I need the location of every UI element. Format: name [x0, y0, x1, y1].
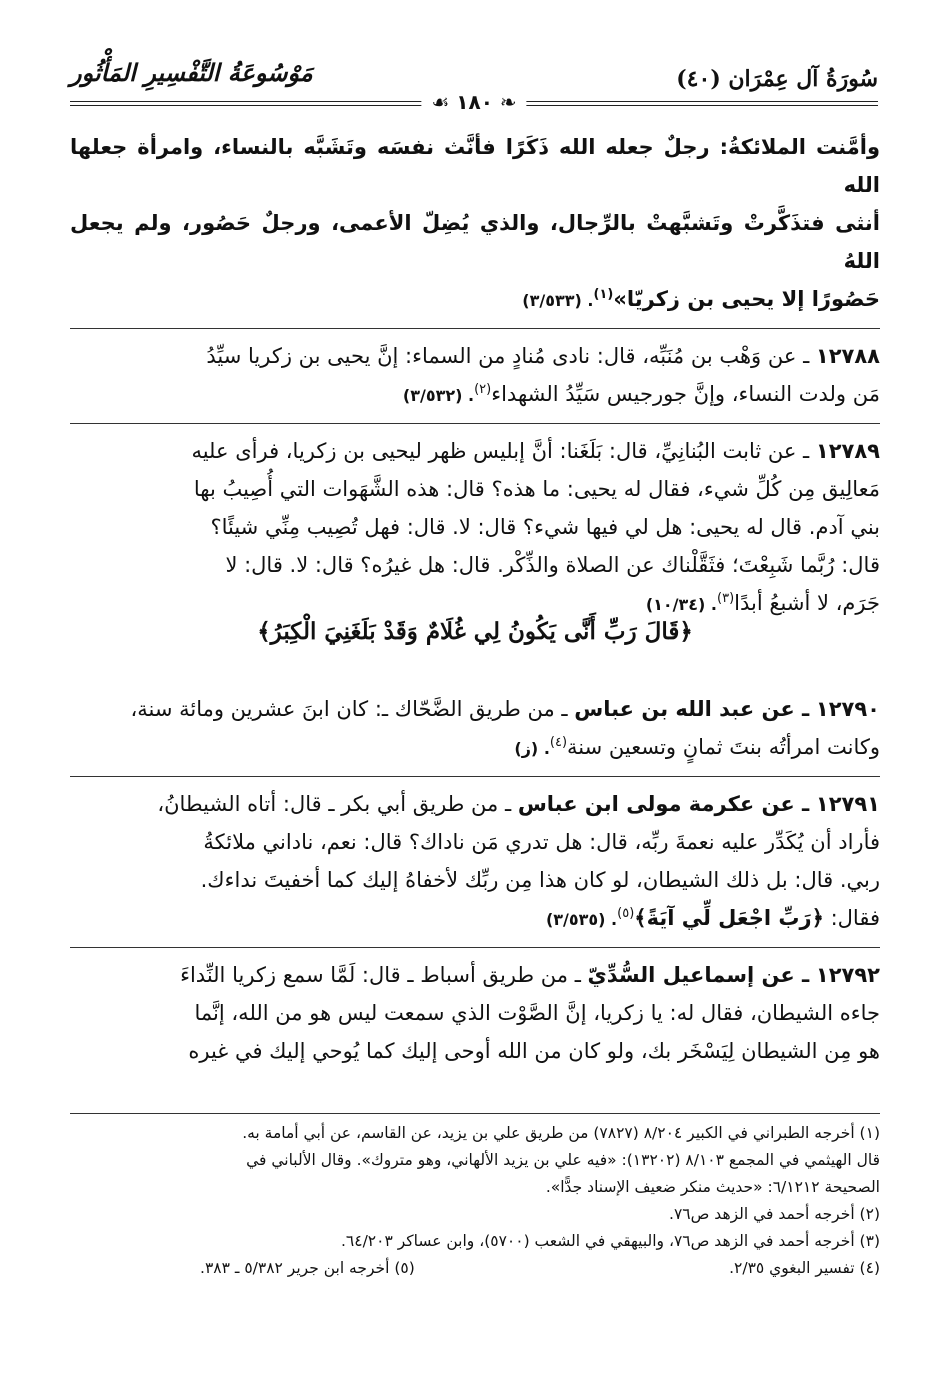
entry-number: ١٢٧٩١: [815, 792, 880, 816]
narrator: ـ عن عبد الله بن عباس: [574, 697, 810, 721]
inline-verse: ﴿رَبِّ اجْعَل لِّي آيَةً﴾: [634, 906, 824, 930]
entry-divider: [70, 328, 880, 329]
entry-12791: ١٢٧٩١ ـ عن عكرمة مولى ابن عباس ـ من طريق أبي بكر ـ قال: أتاه الشيطانُ، فأراد أن يُكَدِّر عليه نعمةَ ربِّه، قال: هل تدري مَن ناداك؟ قال: نعم، ناداني ملائكةُ ربي. قال: بل ذلك الشيطان، لو كان هذا مِن ربِّك لأخفاهُ إليك كما أخفيتَ نداءك. فقال: ﴿رَبِّ اجْعَل لِّي آيَةً﴾$^{(٥)}$. (٣/٥٣٥): [157, 792, 880, 930]
hadith-continuation: وأمَّنت الملائكةُ: رجلٌ جعله الله ذَكَرًا فأنَّث نفسَه وتَشَبَّه بالنساء، وامرأة جعلها الله أنثى فتذَكَّرتْ وتَشبَّهتْ بالرِّجال، والذي يُضِلّ الأعمى، ورجلٌ حَصُور، ولم يجعل اللهُ حَصُورًا إلا يحيى بن زكريّا»$^{(١)}$. (٣/٥٣٣): [70, 135, 880, 311]
footnote-marker: (٢): [474, 382, 492, 397]
footnote-marker: (٥): [617, 906, 635, 921]
volume-reference: . (ز): [514, 739, 550, 758]
main-text-lower: [70, 690, 880, 1076]
footnote-rule: [70, 1113, 880, 1114]
volume-reference: . (٣/٥٣٥): [545, 910, 618, 929]
quran-verse-heading: ﴿قَالَ رَبِّ أَنَّى يَكُونُ لِي غُلَامٌ وَقَدْ بَلَغَنِيَ الْكِبَرُ﴾: [257, 618, 693, 645]
entry-divider: [70, 947, 880, 948]
entry-12790: ١٢٧٩٠ ـ عن عبد الله بن عباس ـ من طريق الضَّحّاك ـ: كان ابنَ عشرين ومائة سنة، وكانت امرأتُه بنتَ ثمانٍ وتسعين سنة$^{(٤)}$. (ز): [130, 697, 880, 759]
page-header: [70, 44, 878, 114]
footnotes: [70, 1120, 880, 1282]
footnote-marker: (١): [593, 287, 614, 302]
surah-title: سُورَةُ آل عِمْرَان (٤٠): [676, 66, 878, 92]
main-text-upper: [70, 128, 880, 630]
entry-divider: [70, 776, 880, 777]
volume-reference: . (١٠/٣٤): [645, 595, 718, 614]
footnote-4: (٤) تفسير البغوي ٢/٣٥.: [729, 1259, 880, 1277]
entry-number: ١٢٧٩٠: [815, 697, 880, 721]
footnote-5: (٥) أخرجه ابن جرير ٥/٣٨٢ ـ ٣٨٣.: [200, 1259, 415, 1277]
footnote-marker: (٣): [717, 591, 735, 606]
entry-12792: ١٢٧٩٢ ـ عن إسماعيل السُّدِّيّ ـ من طريق أسباط ـ قال: لَمَّا سمع زكريا النِّداءَ جاءه الشيطان، فقال له: يا زكريا، إنَّ الصَّوْت الذي سمعت ليس هو من الله، إنَّما هو مِن الشيطان لِيَسْخَر بك، ولو كان من الله أوحى إليك كما يُوحي إليك في غيره: [180, 963, 880, 1063]
book-title: مَوْسُوعَةُ التَّفْسِيرِ المَأْثُور: [70, 58, 313, 87]
entry-divider: [70, 423, 880, 424]
footnote-row: [70, 1255, 880, 1282]
footnote-2: (٢) أخرجه أحمد في الزهد ص٧٦.: [669, 1205, 880, 1223]
entry-12789: ١٢٧٨٩ ـ عن ثابت البُنانِيِّ، قال: بَلَغَنا: أنَّ إبليس ظهر ليحيى بن زكريا، فرأى عليه مَعالِيق مِن كُلِّ شيء، فقال له يحيى: ما هذه؟ قال: هذه الشَّهَوات التي أُصِيبُ بها بني آدم. قال له يحيى: هل لي فيها شيء؟ قال: لا. قال: فهل تُصِيب مِنِّي شيئًا؟ قال: رُبَّما شَبِعْتَ؛ فثَقَّلْناك عن الصلاة والذِّكْر. قال: هل غيرُه؟ قال: لا. قال: لا جَرَم، لا أشبعُ أبدًا$^{(٣)}$. (١٠/٣٤): [191, 439, 880, 615]
entry-number: ١٢٧٨٩: [815, 439, 880, 463]
entry-12788: ١٢٧٨٨ ـ عن وَهْب بن مُنَبِّه، قال: نادى مُنادٍ من السماء: إنَّ يحيى بن زكريا سيِّدُ مَن ولدت النساء، وإنَّ جورجيس سَيِّدُ الشهداء$^{(٢)}$. (٣/٥٣٢): [206, 344, 880, 406]
volume-reference: . (٣/٥٣٢): [402, 386, 475, 405]
entry-number: ١٢٧٩٢: [815, 963, 880, 987]
footnote-3: (٣) أخرجه أحمد في الزهد ص٧٦، والبيهقي في الشعب (٥٧٠٠)، وابن عساكر ٦٤/٢٠٣.: [340, 1232, 880, 1250]
footnote-marker: (٤): [549, 735, 568, 750]
narrator: ـ عن إسماعيل السُّدِّيّ: [587, 963, 810, 987]
page-number: ❧ ١٨٠ ☙: [421, 90, 526, 114]
narrator: ـ عن عكرمة مولى ابن عباس: [517, 792, 810, 816]
volume-reference: . (٣/٥٣٣): [522, 291, 594, 310]
footnote-1: (١) أخرجه الطبراني في الكبير ٨/٢٠٤ (٧٨٢٧) من طريق علي بن يزيد، عن القاسم، عن أبي أمامة به. قال الهيثمي في المجمع ٨/١٠٣ (١٣٢٠٢): «فيه علي بن يزيد الألهاني، وهو متروك». وقال الألباني في الصحيحة ٦/١٢١٢: «حديث منكر ضعيف الإسناد جدًّا».: [242, 1124, 880, 1196]
entry-number: ١٢٧٨٨: [815, 344, 880, 368]
